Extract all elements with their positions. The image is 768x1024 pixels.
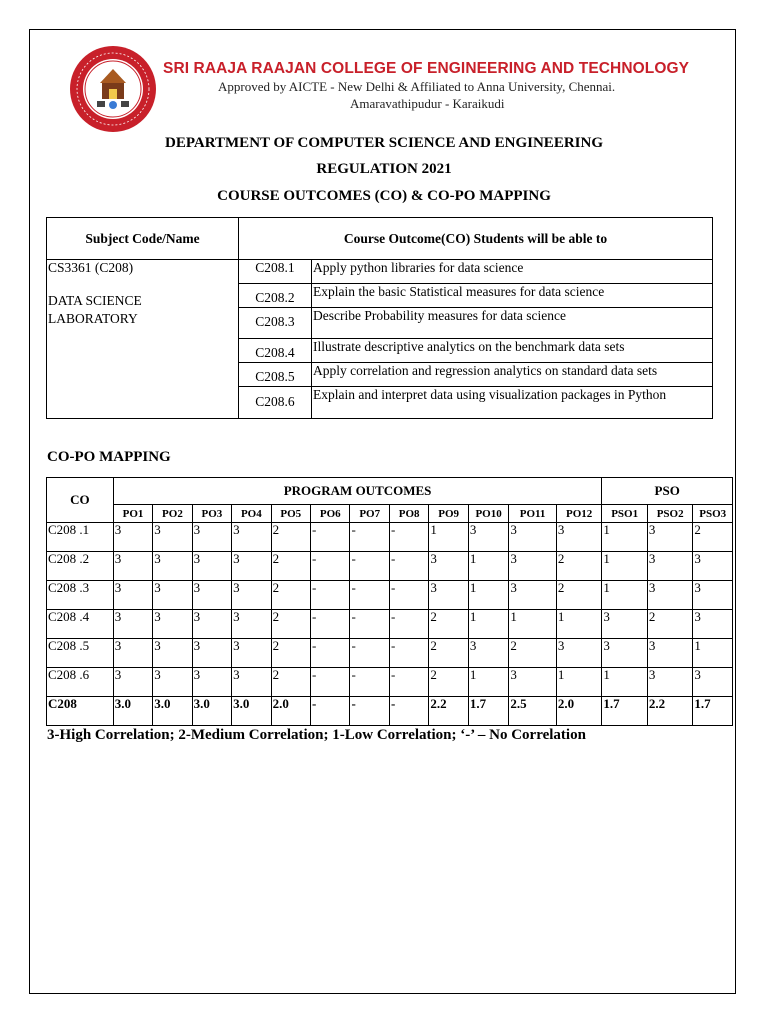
mapping-row <box>47 668 733 697</box>
mapping-cell: 2 <box>271 552 310 581</box>
college-seal-logo <box>69 45 157 133</box>
mapping-cell: - <box>389 668 428 697</box>
mapping-co-label: C208 .5 <box>47 639 114 668</box>
column-header-po6: PO6 <box>311 505 350 523</box>
mapping-co-label: C208 .6 <box>47 668 114 697</box>
co-code: C208.5 <box>239 363 312 387</box>
mapping-cell: - <box>350 668 389 697</box>
co-column-header: CO <box>47 478 114 523</box>
mapping-cell: 1 <box>468 581 508 610</box>
co-po-mapping-title: CO-PO MAPPING <box>47 449 171 465</box>
pso-header: PSO <box>602 478 733 505</box>
co-code: C208.4 <box>239 339 312 363</box>
course-outcomes-title: COURSE OUTCOMES (CO) & CO-PO MAPPING <box>217 188 551 204</box>
mapping-cell: 1 <box>556 668 602 697</box>
mapping-cell: 1 <box>602 523 648 552</box>
mapping-cell: 3 <box>509 668 557 697</box>
mapping-cell: 3.0 <box>232 697 271 726</box>
mapping-cell: - <box>389 581 428 610</box>
mapping-cell: - <box>311 639 350 668</box>
mapping-row <box>47 639 733 668</box>
mapping-cell: 1.7 <box>468 697 508 726</box>
mapping-cell: 3.0 <box>153 697 192 726</box>
mapping-cell: 2.0 <box>556 697 602 726</box>
column-header-po2: PO2 <box>153 505 192 523</box>
mapping-cell: 1 <box>602 668 648 697</box>
mapping-cell: 3 <box>192 610 231 639</box>
column-header-po3: PO3 <box>192 505 231 523</box>
mapping-co-label: C208 <box>47 697 114 726</box>
subject-cell <box>47 260 239 419</box>
column-header-po8: PO8 <box>389 505 428 523</box>
mapping-cell: 3 <box>509 552 557 581</box>
mapping-cell: 3.0 <box>113 697 152 726</box>
mapping-cell: - <box>311 552 350 581</box>
co-statement: Describe Probability measures for data science <box>312 308 713 339</box>
mapping-cell: - <box>389 523 428 552</box>
mapping-cell: - <box>350 523 389 552</box>
mapping-cell: - <box>389 697 428 726</box>
co-statement: Explain and interpret data using visualization packages in Python <box>312 387 713 419</box>
mapping-cell: 3 <box>429 581 468 610</box>
mapping-cell: 3 <box>192 523 231 552</box>
mapping-cell: 2.2 <box>647 697 693 726</box>
mapping-cell: 1 <box>556 610 602 639</box>
column-header-po10: PO10 <box>468 505 508 523</box>
mapping-cell: 1 <box>693 639 733 668</box>
mapping-cell: 1 <box>602 581 648 610</box>
mapping-row <box>47 581 733 610</box>
mapping-cell: 1.7 <box>602 697 648 726</box>
co-code: C208.2 <box>239 284 312 308</box>
mapping-cell: 3 <box>556 523 602 552</box>
column-header-pso2: PSO2 <box>647 505 693 523</box>
mapping-cell: - <box>389 552 428 581</box>
mapping-row <box>47 697 733 726</box>
co-code: C208.1 <box>239 260 312 284</box>
subject-name: DATA SCIENCE LABORATORY <box>48 293 142 326</box>
column-header-po1: PO1 <box>113 505 152 523</box>
mapping-cell: 3 <box>693 552 733 581</box>
co-code: C208.3 <box>239 308 312 339</box>
column-header-po11: PO11 <box>509 505 557 523</box>
co-po-mapping-table <box>46 477 733 726</box>
mapping-cell: 3 <box>232 610 271 639</box>
mapping-cell: 3 <box>647 639 693 668</box>
course-outcome-table <box>46 217 713 419</box>
mapping-cell: 3 <box>556 639 602 668</box>
mapping-cell: - <box>311 523 350 552</box>
mapping-cell: 2.0 <box>271 697 310 726</box>
column-header-po12: PO12 <box>556 505 602 523</box>
mapping-cell: 3 <box>509 581 557 610</box>
mapping-cell: 2 <box>509 639 557 668</box>
mapping-cell: 3 <box>509 523 557 552</box>
subject-header: Subject Code/Name <box>47 218 239 260</box>
mapping-cell: 2.2 <box>429 697 468 726</box>
mapping-cell: 2 <box>271 610 310 639</box>
co-statement: Apply correlation and regression analytics on standard data sets <box>312 363 713 387</box>
mapping-cell: 2 <box>693 523 733 552</box>
mapping-cell: 3 <box>429 552 468 581</box>
program-outcomes-header: PROGRAM OUTCOMES <box>113 478 602 505</box>
mapping-cell: 3 <box>693 581 733 610</box>
mapping-cell: 3 <box>468 639 508 668</box>
mapping-cell: 3 <box>647 668 693 697</box>
mapping-row <box>47 523 733 552</box>
mapping-cell: 3 <box>153 639 192 668</box>
mapping-cell: 2 <box>271 581 310 610</box>
subject-code: CS3361 (C208) <box>48 260 134 275</box>
mapping-row <box>47 552 733 581</box>
mapping-cell: 2 <box>271 639 310 668</box>
mapping-cell: 2 <box>647 610 693 639</box>
mapping-cell: 3 <box>232 581 271 610</box>
mapping-cell: 3 <box>153 581 192 610</box>
mapping-cell: - <box>350 697 389 726</box>
mapping-cell: 2 <box>271 523 310 552</box>
mapping-cell: - <box>311 581 350 610</box>
mapping-cell: 2 <box>556 552 602 581</box>
mapping-cell: 1 <box>602 552 648 581</box>
mapping-cell: 3 <box>647 523 693 552</box>
mapping-co-label: C208 .1 <box>47 523 114 552</box>
mapping-cell: 1 <box>429 523 468 552</box>
mapping-cell: 3 <box>113 581 152 610</box>
mapping-cell: 3 <box>693 668 733 697</box>
mapping-cell: 3 <box>153 552 192 581</box>
department-title: DEPARTMENT OF COMPUTER SCIENCE AND ENGINEERING <box>165 135 603 151</box>
location-line: Amaravathipudur - Karaikudi <box>350 96 505 111</box>
mapping-cell: 1.7 <box>693 697 733 726</box>
mapping-cell: 3 <box>602 639 648 668</box>
mapping-cell: 2.5 <box>509 697 557 726</box>
mapping-cell: 3 <box>232 639 271 668</box>
mapping-cell: 3 <box>192 639 231 668</box>
mapping-cell: 1 <box>468 610 508 639</box>
column-header-po4: PO4 <box>232 505 271 523</box>
mapping-cell: 2 <box>429 610 468 639</box>
mapping-cell: - <box>389 639 428 668</box>
mapping-cell: 2 <box>429 668 468 697</box>
mapping-cell: 3 <box>602 610 648 639</box>
mapping-cell: 3 <box>113 552 152 581</box>
mapping-cell: 3 <box>113 523 152 552</box>
mapping-cell: 3 <box>192 552 231 581</box>
mapping-cell: - <box>311 668 350 697</box>
mapping-cell: 3 <box>192 668 231 697</box>
mapping-co-label: C208 .2 <box>47 552 114 581</box>
correlation-legend: 3-High Correlation; 2-Medium Correlation; 1-Low Correlation; ‘-’ – No Correlation <box>47 727 586 743</box>
college-name: SRI RAAJA RAAJAN COLLEGE OF ENGINEERING AND TECHNOLOGY <box>163 60 690 77</box>
mapping-cell: 1 <box>509 610 557 639</box>
mapping-cell: 1 <box>468 552 508 581</box>
mapping-cell: 3 <box>693 610 733 639</box>
mapping-cell: 3 <box>232 668 271 697</box>
mapping-cell: 1 <box>468 668 508 697</box>
column-header-po7: PO7 <box>350 505 389 523</box>
column-header-pso3: PSO3 <box>693 505 733 523</box>
mapping-co-label: C208 .4 <box>47 610 114 639</box>
mapping-cell: 3 <box>113 610 152 639</box>
mapping-cell: 2 <box>271 668 310 697</box>
mapping-cell: - <box>311 610 350 639</box>
column-header-po9: PO9 <box>429 505 468 523</box>
mapping-cell: 2 <box>556 581 602 610</box>
mapping-cell: 3 <box>232 552 271 581</box>
mapping-co-label: C208 .3 <box>47 581 114 610</box>
column-header-pso1: PSO1 <box>602 505 648 523</box>
co-statement: Apply python libraries for data science <box>312 260 713 284</box>
mapping-cell: - <box>311 697 350 726</box>
co-statement: Explain the basic Statistical measures for data science <box>312 284 713 308</box>
mapping-cell: - <box>350 610 389 639</box>
mapping-cell: 3 <box>647 581 693 610</box>
outcome-header: Course Outcome(CO) Students will be able to <box>239 218 713 260</box>
mapping-row <box>47 610 733 639</box>
mapping-cell: - <box>389 610 428 639</box>
mapping-cell: 3 <box>113 668 152 697</box>
mapping-cell: 3 <box>468 523 508 552</box>
mapping-cell: 3 <box>232 523 271 552</box>
mapping-cell: 3 <box>153 668 192 697</box>
mapping-cell: 3 <box>153 523 192 552</box>
regulation-title: REGULATION 2021 <box>316 161 452 177</box>
mapping-cell: - <box>350 639 389 668</box>
mapping-cell: 3 <box>192 581 231 610</box>
mapping-cell: - <box>350 581 389 610</box>
mapping-cell: - <box>350 552 389 581</box>
mapping-cell: 3 <box>113 639 152 668</box>
column-header-po5: PO5 <box>271 505 310 523</box>
mapping-cell: 2 <box>429 639 468 668</box>
mapping-cell: 3 <box>647 552 693 581</box>
mapping-cell: 3 <box>153 610 192 639</box>
mapping-cell: 3.0 <box>192 697 231 726</box>
co-code: C208.6 <box>239 387 312 419</box>
co-statement: Illustrate descriptive analytics on the benchmark data sets <box>312 339 713 363</box>
approval-line: Approved by AICTE - New Delhi & Affiliated to Anna University, Chennai. <box>218 79 616 94</box>
